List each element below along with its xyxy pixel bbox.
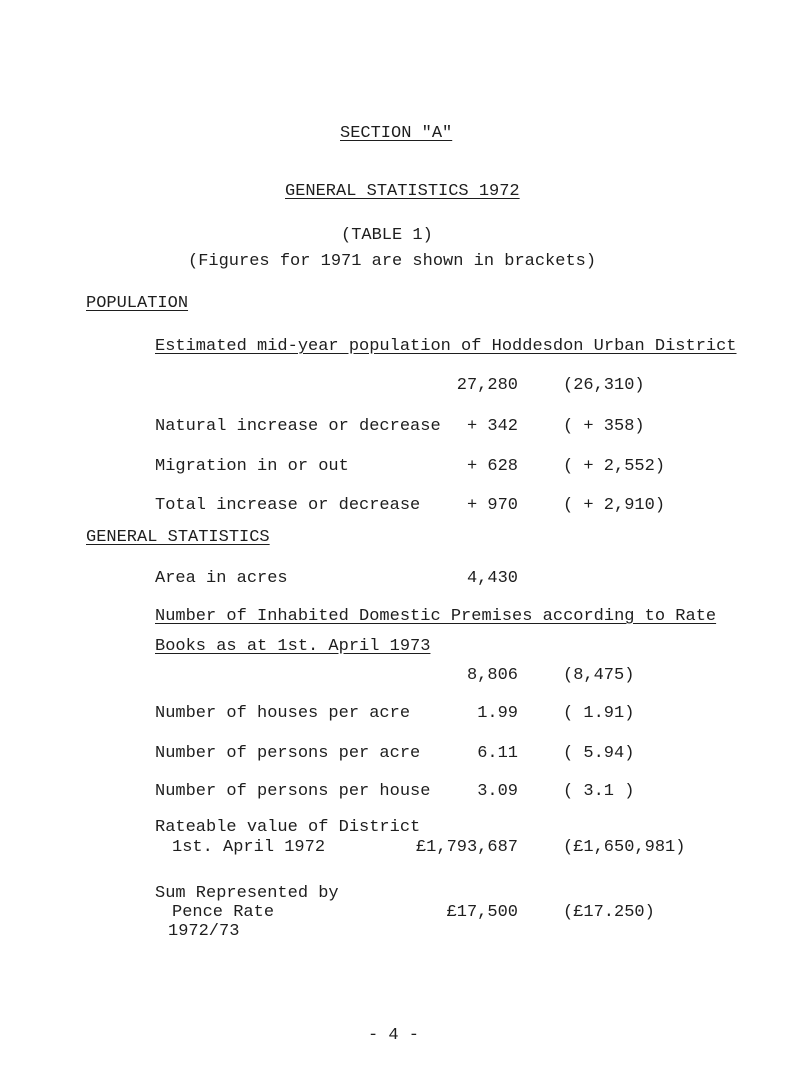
premises-prev: (8,475): [563, 666, 635, 685]
population-total-prev: (26,310): [563, 376, 645, 395]
premises-value: 8,806: [466, 666, 518, 685]
population-subheading: Estimated mid-year population of Hoddesdon Urban District: [155, 337, 737, 356]
persons-per-acre-label: Number of persons per acre: [155, 744, 421, 763]
natural-increase-prev: ( + 358): [563, 417, 645, 436]
page-title: GENERAL STATISTICS 1972: [285, 182, 520, 201]
migration-value: + 628: [466, 457, 518, 476]
total-increase-value: + 970: [466, 496, 518, 515]
persons-per-acre-prev: ( 5.94): [563, 744, 635, 763]
rateable-value-label-2: 1st. April 1972: [172, 838, 326, 857]
natural-increase-label: Natural increase or decrease: [155, 417, 441, 436]
table-label: (TABLE 1): [341, 226, 433, 245]
sum-represented-label-2: Pence Rate: [172, 903, 275, 922]
houses-per-acre-prev: ( 1.91): [563, 704, 635, 723]
page-number: - 4 -: [368, 1026, 420, 1045]
premises-line-1: Number of Inhabited Domestic Premises according to Rate: [155, 607, 717, 626]
figures-note: (Figures for 1971 are shown in brackets): [188, 252, 597, 271]
persons-per-house-prev: ( 3.1 ): [563, 782, 635, 801]
section-label: SECTION "A": [340, 124, 453, 143]
sum-represented-prev: (£17.250): [563, 903, 655, 922]
premises-line-2: Books as at 1st. April 1973: [155, 637, 431, 656]
persons-per-house-label: Number of persons per house: [155, 782, 431, 801]
rateable-value-prev: (£1,650,981): [563, 838, 686, 857]
general-statistics-heading: GENERAL STATISTICS: [86, 528, 270, 547]
total-increase-label: Total increase or decrease: [155, 496, 421, 515]
sum-represented-value: £17,500: [446, 903, 518, 922]
sum-represented-label-1: Sum Represented by: [155, 884, 339, 903]
natural-increase-value: + 342: [466, 417, 518, 436]
rateable-value-value: £1,793,687: [415, 838, 518, 857]
population-heading: POPULATION: [86, 294, 189, 313]
area-value: 4,430: [466, 569, 518, 588]
persons-per-acre-value: 6.11: [477, 744, 518, 763]
total-increase-prev: ( + 2,910): [563, 496, 666, 515]
area-label: Area in acres: [155, 569, 288, 588]
rateable-value-label-1: Rateable value of District: [155, 818, 421, 837]
houses-per-acre-label: Number of houses per acre: [155, 704, 411, 723]
population-total-value: 27,280: [456, 376, 518, 395]
persons-per-house-value: 3.09: [477, 782, 518, 801]
migration-prev: ( + 2,552): [563, 457, 666, 476]
migration-label: Migration in or out: [155, 457, 349, 476]
houses-per-acre-value: 1.99: [477, 704, 518, 723]
sum-represented-label-3: 1972/73: [168, 922, 240, 941]
